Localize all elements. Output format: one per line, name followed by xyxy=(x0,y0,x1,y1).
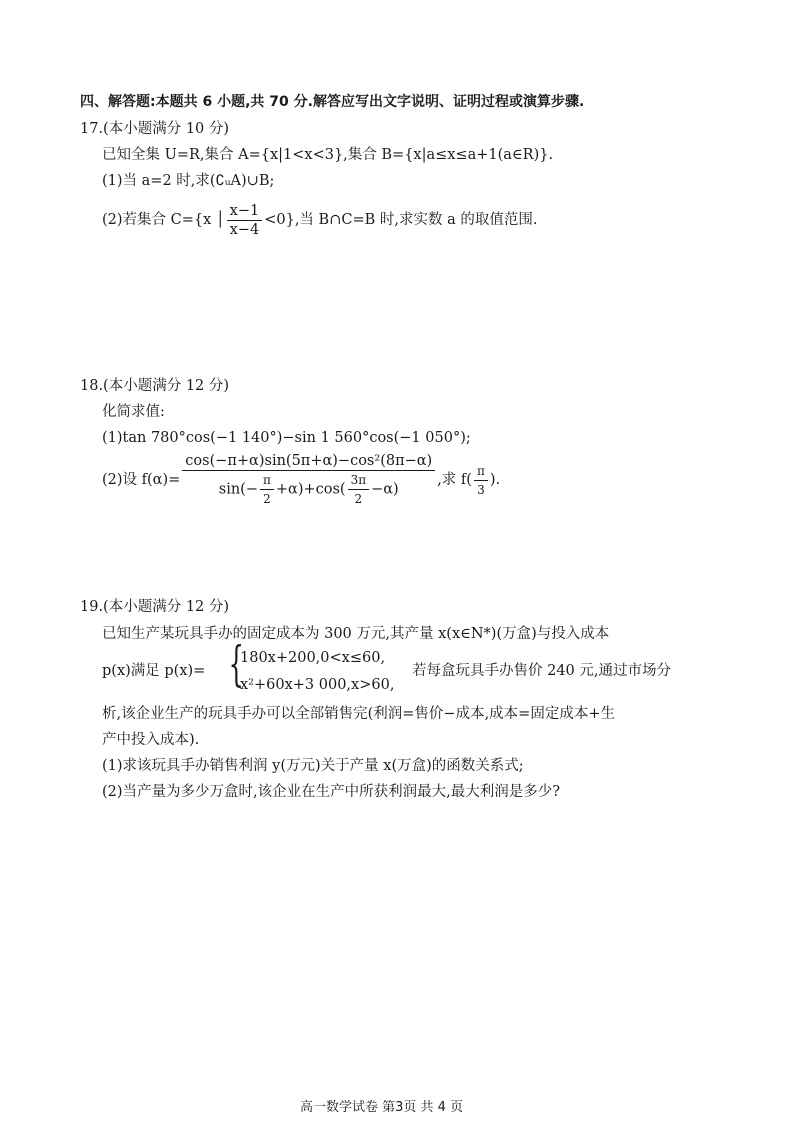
q17-part2-suffix: ,当 B∩C=B 时,求实数 a 的取值范围. xyxy=(294,212,538,228)
q19-cases-brace: { xyxy=(228,636,244,692)
q18-stem: 化简求值: xyxy=(102,404,165,420)
q18-header: 18.(本小题满分 12 分) xyxy=(80,378,230,394)
q17-frac-denominator: x−4 xyxy=(229,221,260,238)
q18-part2-mid: ,求 f( xyxy=(437,472,472,488)
q18-eval-num: π xyxy=(474,462,488,481)
q18-den-end: −α) xyxy=(371,481,399,498)
q19-case2: x²+60x+3 000,x>60, xyxy=(240,677,395,693)
q17-part2-fraction xyxy=(227,202,263,239)
q19-header: 19.(本小题满分 12 分) xyxy=(80,599,230,615)
q18-den-cos: +α)+cos( xyxy=(275,481,346,498)
q18-den-frac-pi-2 xyxy=(260,471,274,508)
q17-frac-numerator: x−1 xyxy=(227,202,263,221)
q18-part2-numerator: cos(−π+α)sin(5π+α)−cos²(8π−α) xyxy=(182,452,435,471)
q18-part2 xyxy=(102,452,500,508)
q19-line4: 产中投入成本). xyxy=(102,732,200,748)
q17-part2-set-close: <0} xyxy=(264,212,295,228)
q19-line3: 析,该企业生产的玩具手办可以全部销售完(利润=售价−成本,成本=固定成本+生 xyxy=(102,706,615,722)
q19-line1: 已知生产某玩具手办的固定成本为 300 万元,其产量 x(x∈N*)(万盒)与投入成本 xyxy=(102,626,610,642)
q18-part2-end: ). xyxy=(489,472,501,488)
q18-den-two: 2 xyxy=(263,492,271,506)
q19-case1: 180x+200,0<x≤60, xyxy=(240,650,386,666)
q18-den-3pi: 3π xyxy=(348,471,370,490)
q17-stem: 已知全集 U=R,集合 A={x|1<x<3},集合 B={x|a≤x≤a+1(a∈R)}. xyxy=(102,147,554,163)
section-heading: 四、解答题:本题共 6 小题,共 70 分.解答应写出文字说明、证明过程或演算步骤. xyxy=(80,94,585,110)
q19-line2-suffix: 若每盒玩具手办售价 240 元,通过市场分 xyxy=(412,663,672,679)
q19-part1: (1)求该玩具手办销售利润 y(万元)关于产量 x(万盒)的函数关系式; xyxy=(102,758,524,774)
q18-part2-denominator xyxy=(182,471,435,508)
q18-eval-fraction xyxy=(474,462,488,499)
q17-part1: (1)当 a=2 时,求(∁ᵤA)∪B; xyxy=(102,173,275,189)
page-footer: 高一数学试卷 第3页 共 4 页 xyxy=(300,1100,464,1115)
q17-header: 17.(本小题满分 10 分) xyxy=(80,121,230,137)
q18-part2-fraction xyxy=(182,452,435,508)
q19-part2: (2)当产量为多少万盒时,该企业在生产中所获利润最大,最大利润是多少? xyxy=(102,784,561,800)
q18-den-frac-3pi-2 xyxy=(348,471,370,508)
q18-eval-den: 3 xyxy=(477,482,485,497)
q18-den-pi: π xyxy=(260,471,274,490)
q18-part2-prefix: (2)设 f(α)= xyxy=(102,472,181,488)
q17-part2-set-open: {x xyxy=(193,212,212,228)
q18-den-sin: sin(− xyxy=(218,481,258,498)
q18-den-two2: 2 xyxy=(354,492,363,506)
q18-part1: (1)tan 780°cos(−1 140°)−sin 1 560°cos(−1 050°); xyxy=(102,430,471,446)
q17-part2: (2)若集合 C={x │ $\frac{x-1}{x-4}$ <0},当 B∩C=B 时,求实数 a 的取值范围. xyxy=(102,202,538,238)
q19-line2-prefix: p(x)满足 p(x)= xyxy=(102,663,206,679)
q17-part2-prefix: (2)若集合 C= xyxy=(102,212,194,228)
